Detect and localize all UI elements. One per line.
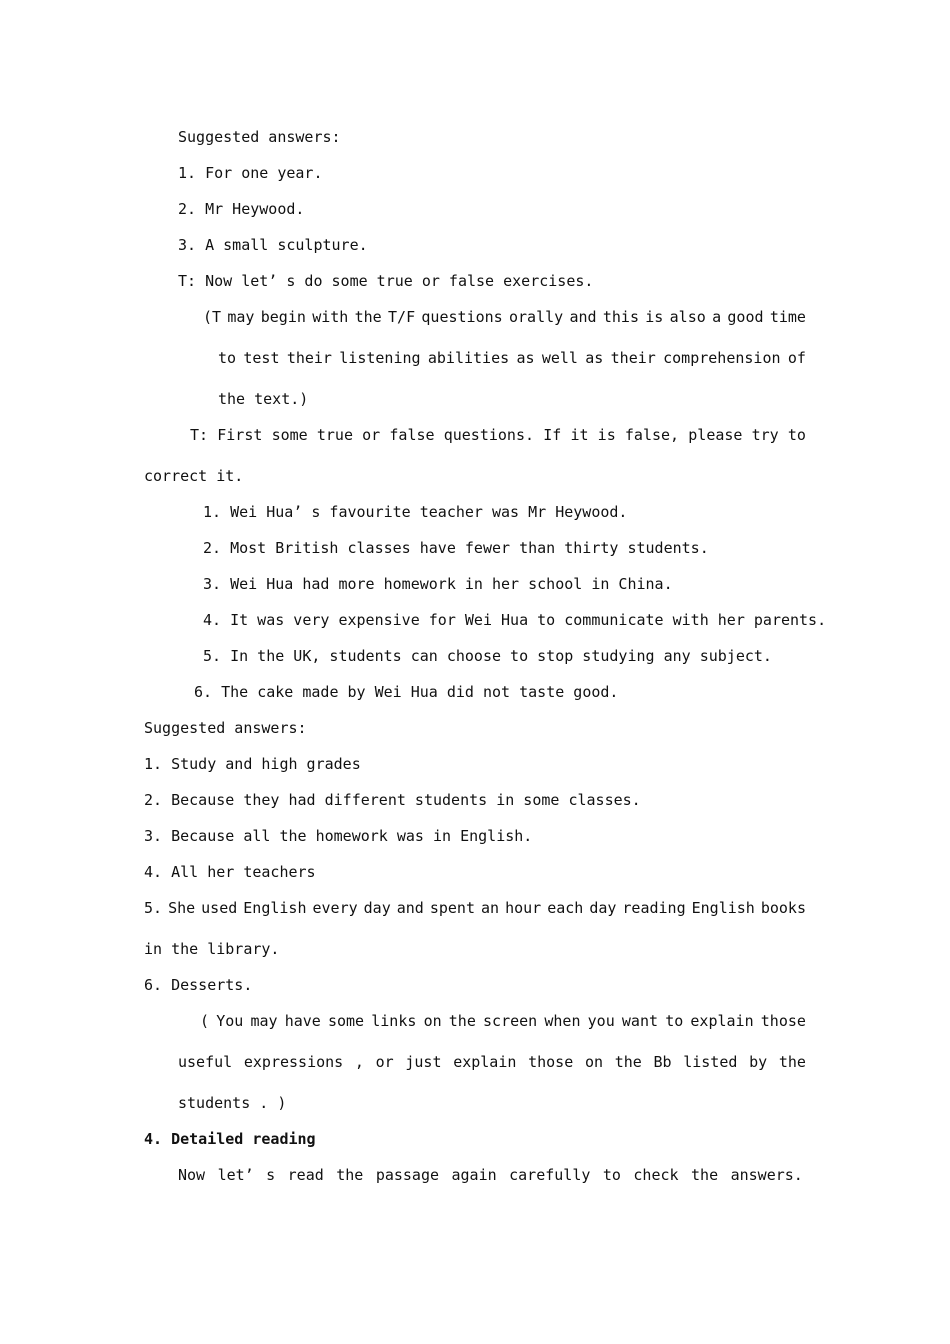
teacher-instruction: T: First some true or false questions. If it is false, please try to (190, 426, 806, 444)
tf-question: 1. Wei Hua’ s favourite teacher was Mr Heywood. (203, 503, 628, 521)
tf-question: 3. Wei Hua had more homework in her school in China. (203, 575, 673, 593)
answer-item: 5. She used English every day and spent an hour each day reading English books (144, 899, 806, 917)
section-title: 4. Detailed reading (144, 1130, 316, 1148)
teacher-instruction-cont: correct it. (144, 467, 244, 485)
teacher-note-line: the text.) (218, 390, 309, 408)
answer-item: 1. Study and high grades (144, 755, 361, 773)
teacher-note-line: (T may begin with the T/F questions orally and this is also a good time (203, 308, 806, 326)
section-text: Now let’ s read the passage again carefully to check the answers. (178, 1166, 803, 1184)
tf-question: 2. Most British classes have fewer than thirty students. (203, 539, 709, 557)
tf-question: 5. In the UK, students can choose to stop studying any subject. (203, 647, 772, 665)
teacher-note-line: students . ) (178, 1094, 287, 1112)
answer-item: 2. Because they had different students in some classes. (144, 791, 641, 809)
teacher-note-line: useful expressions , or just explain those on the Bb listed by the (178, 1053, 806, 1071)
tf-question: 6. The cake made by Wei Hua did not taste good. (194, 683, 619, 701)
tf-question: 4. It was very expensive for Wei Hua to communicate with her parents. (203, 611, 827, 629)
suggested-answers-heading: Suggested answers: (144, 719, 307, 737)
teacher-instruction: T: Now let’ s do some true or false exercises. (178, 272, 594, 290)
teacher-note-line: to test their listening abilities as well as their comprehension of (218, 349, 806, 367)
answer-item: 6. Desserts. (144, 976, 253, 994)
teacher-note-line: ( You may have some links on the screen when you want to explain those (200, 1012, 806, 1030)
answer-item: 2. Mr Heywood. (178, 200, 305, 218)
suggested-answers-heading: Suggested answers: (178, 128, 341, 146)
answer-item: 3. A small sculpture. (178, 236, 368, 254)
answer-item: 1. For one year. (178, 164, 323, 182)
answer-item: 3. Because all the homework was in English. (144, 827, 533, 845)
answer-item: 4. All her teachers (144, 863, 316, 881)
answer-item-cont: in the library. (144, 940, 280, 958)
